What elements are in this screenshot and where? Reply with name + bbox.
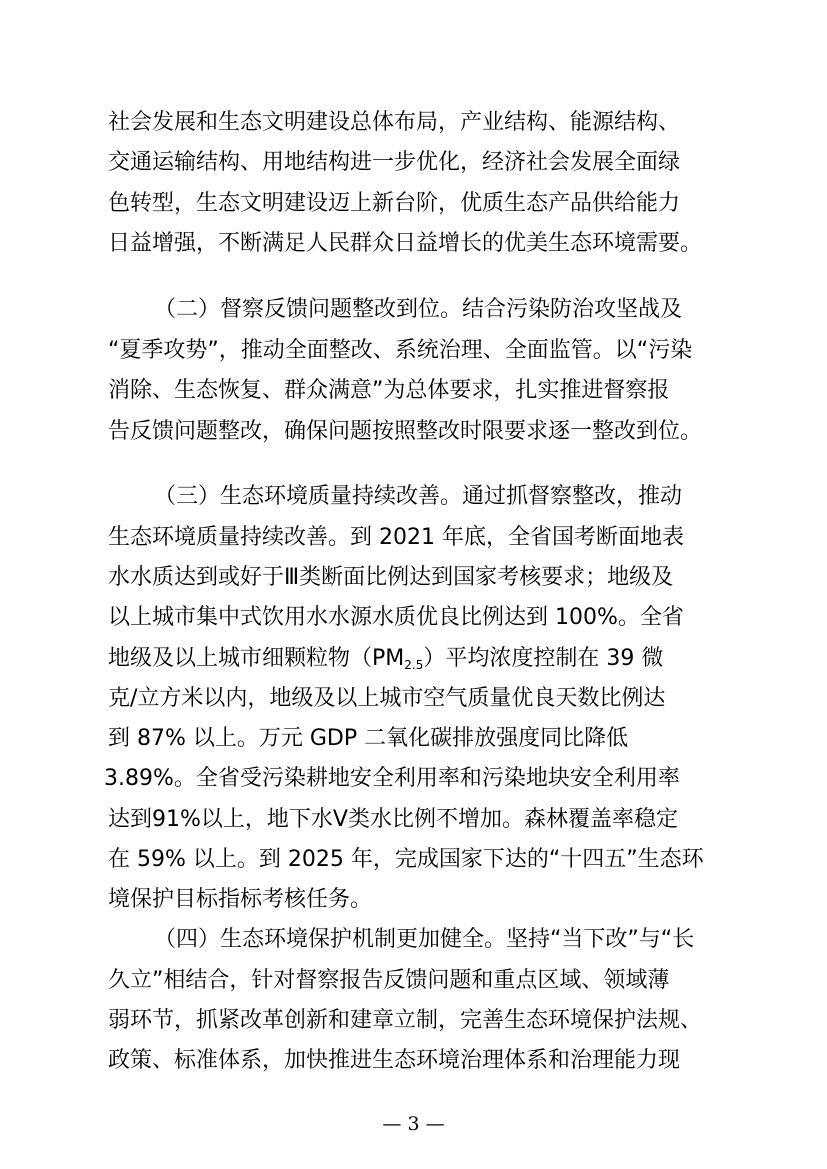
paragraph-3-line-1: （三）生态环境质量持续改善。通过抓督察整改，推动	[154, 484, 683, 509]
paragraph-3-line-11: 境保护目标指标考核任务。	[108, 887, 373, 912]
paragraph-1-line-4: 日益增强，不断满足人民群众日益增长的优美生态环境需要。	[108, 231, 703, 256]
paragraph-3-line-4: 以上城市集中式饮用水水源水质优良比例达到 100%。全省	[108, 605, 684, 630]
paragraph-1-line-3: 色转型，生态文明建设迈上新台阶，优质生态产品供给能力	[108, 191, 681, 216]
paragraph-1-line-2: 交通运输结构、用地结构进一步优化，经济社会发展全面绿	[108, 150, 681, 175]
paragraph-4-line-2: 久立”相结合，针对督察报告反馈问题和重点区域、领域薄	[108, 968, 670, 993]
paragraph-3-line-10: 在 59% 以上。到 2025 年，完成国家下达的“十四五”生态环	[108, 847, 704, 872]
paragraph-3-line-3: 水水质达到或好于Ⅲ类断面比例达到国家考核要求；地级及	[108, 565, 674, 590]
paragraph-2-line-2: “夏季攻势”，推动全面整改、系统治理、全面监管。以“污染	[108, 338, 693, 363]
paragraph-4-line-3: 弱环节，抓紧改革创新和建章立制，完善生态环境保护法规、	[108, 1008, 703, 1033]
paragraph-4-line-1: （四）生态环境保护机制更加健全。坚持“当下改”与“长	[154, 927, 695, 952]
paragraph-3-line-6: 克/立方米以内，地级及以上城市空气质量优良天数比例达	[108, 686, 666, 711]
paragraph-3-line-5-text-a: 地级及以上城市细颗粒物（PM	[108, 646, 405, 671]
paragraph-3-line-5	[108, 644, 663, 680]
paragraph-1-line-1: 社会发展和生态文明建设总体布局，产业结构、能源结构、	[108, 110, 681, 135]
pm-subscript: 2.5	[404, 658, 424, 672]
paragraph-3-line-7: 到 87% 以上。万元 GDP 二氧化碳排放强度同比降低	[108, 726, 629, 751]
paragraph-2-line-1: （二）督察反馈问题整改到位。结合污染防治攻坚战及	[154, 297, 683, 322]
paragraph-3-line-5-text-b: ）平均浓度控制在 39 微	[423, 646, 664, 671]
paragraph-4-line-4: 政策、标准体系，加快推进生态环境治理体系和治理能力现	[108, 1048, 681, 1073]
paragraph-3-line-9: 达到91%以上，地下水Ⅴ类水比例不增加。森林覆盖率稳定	[108, 807, 678, 832]
paragraph-3-line-2: 生态环境质量持续改善。到 2021 年底，全省国考断面地表	[108, 525, 684, 550]
paragraph-2-line-3: 消除、生态恢复、群众满意”为总体要求，扎实推进督察报	[108, 378, 670, 403]
paragraph-2-line-4: 告反馈问题整改，确保问题按照整改时限要求逐一整改到位。	[108, 419, 703, 444]
paragraph-3-line-8: 3.89%。全省受污染耕地安全利用率和污染地块安全利用率	[104, 766, 680, 791]
page-number: — 3 —	[382, 1113, 445, 1135]
